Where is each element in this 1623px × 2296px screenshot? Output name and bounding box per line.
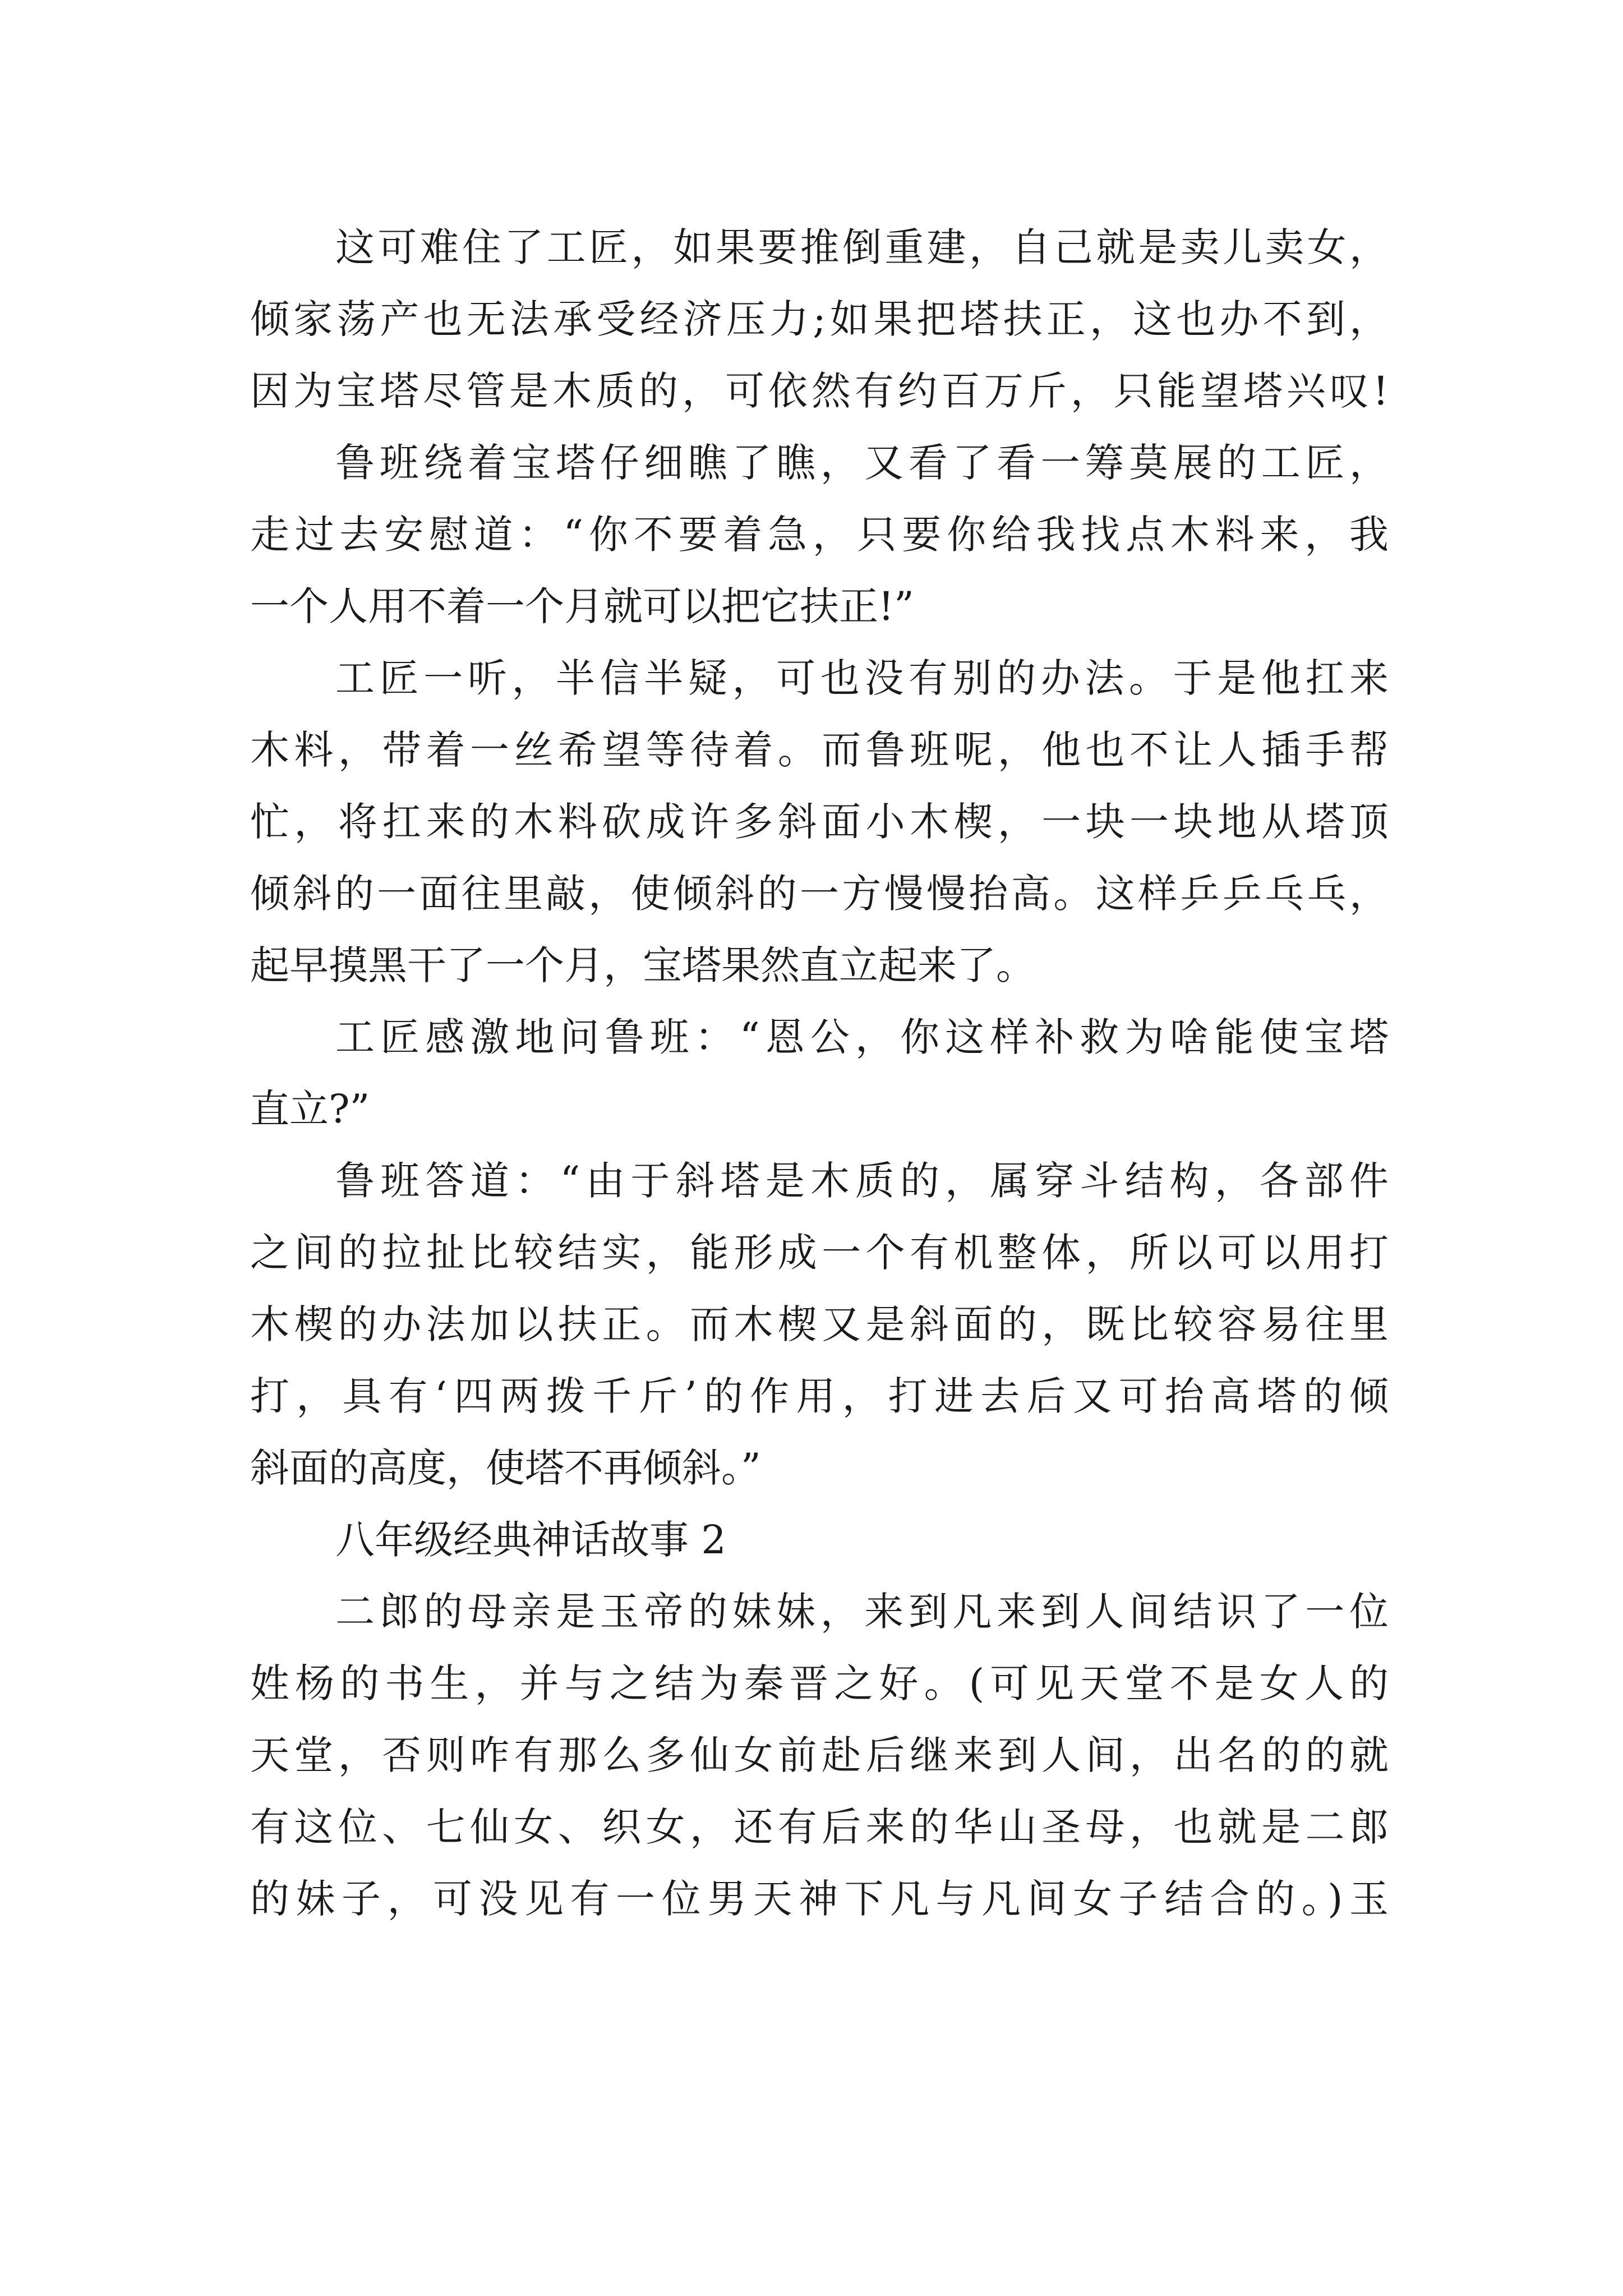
text-line: 起早摸黑干了一个月，宝塔果然直立起来了。 [250,942,1035,988]
text-line: 倾斜的一面往里敲，使倾斜的一方慢慢抬高。这样乒乒乓乓， [250,871,1389,917]
text-line: 的妹子，可没见有一位男天神下凡与凡间女子结合的。)玉 [250,1876,1389,1922]
text-line: 鲁班答道：“由于斜塔是木质的，属穿斗结构，各部件 [335,1158,1389,1204]
text-line: 一个人用不着一个月就可以把它扶正!” [250,583,914,629]
text-line: 天堂，否则咋有那么多仙女前赴后继来到人间，出名的的就 [250,1732,1389,1778]
text-line: 直立?” [250,1086,370,1132]
text-line: 工匠感激地问鲁班：“恩公，你这样补救为啥能使宝塔 [335,1014,1389,1060]
text-line: 忙，将扛来的木料砍成许多斜面小木楔，一块一块地从塔顶 [250,799,1389,845]
text-line: 打，具有‘四两拨千斤’的作用，打进去后又可抬高塔的倾 [250,1373,1389,1419]
text-line: 二郎的母亲是玉帝的妹妹，来到凡来到人间结识了一位 [335,1589,1389,1635]
text-line: 倾家荡产也无法承受经济压力;如果把塔扶正，这也办不到， [250,296,1389,342]
text-line: 工匠一听，半信半疑，可也没有别的办法。于是他扛来 [335,655,1389,701]
document-body [250,220,1389,1943]
text-line: 因为宝塔尽管是木质的，可依然有约百万斤，只能望塔兴叹! [250,368,1389,414]
text-line: 姓杨的书生，并与之结为秦晋之好。(可见天堂不是女人的 [250,1660,1389,1706]
text-line: 木料，带着一丝希望等待着。而鲁班呢，他也不让人插手帮 [250,727,1389,773]
text-line: 这可难住了工匠，如果要推倒重建，自己就是卖儿卖女， [335,224,1389,270]
text-line: 之间的拉扯比较结实，能形成一个有机整体，所以可以用打 [250,1230,1389,1276]
section-heading: 八年级经典神话故事 2 [335,1517,726,1563]
text-line: 斜面的高度，使塔不再倾斜。” [250,1445,761,1491]
text-line: 有这位、七仙女、织女，还有后来的华山圣母，也就是二郎 [250,1804,1389,1850]
text-line: 木楔的办法加以扶正。而木楔又是斜面的，既比较容易往里 [250,1301,1389,1347]
text-line: 鲁班绕着宝塔仔细瞧了瞧，又看了看一筹莫展的工匠， [335,440,1389,486]
text-line: 走过去安慰道：“你不要着急，只要你给我找点木料来，我 [250,512,1389,558]
